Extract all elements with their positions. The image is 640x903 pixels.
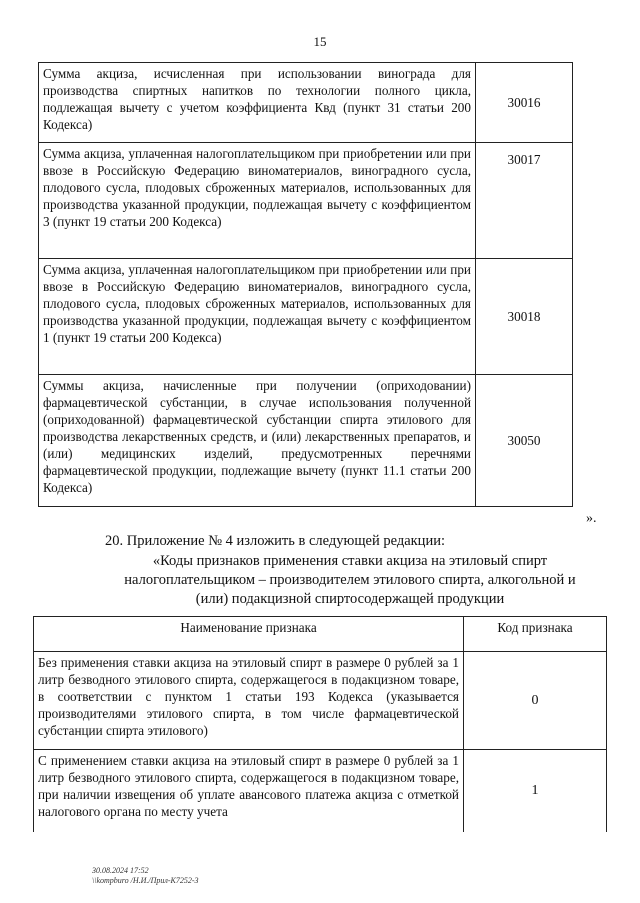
deductions-table bbox=[38, 62, 573, 507]
column-header-code: Код признака bbox=[464, 617, 607, 652]
table-row bbox=[39, 143, 573, 259]
row-description: Суммы акциза, начисленные при получении (оприходовании) фармацевтической субстанции, в случае использования полученной (оприходованной) фармацевтической субстанции спирта этилового для производства лекарственных средств, и (или) лекарственных препаратов, и (или) медицинских изделий, предусмотренных перечнями фармацевтической продукции, подлежащие вычету (пункт 11.1 статьи 200 Кодекса) bbox=[39, 375, 476, 507]
heading-line: (или) подакцизной спиртосодержащей продукции bbox=[195, 591, 505, 607]
appendix-heading bbox=[100, 552, 600, 609]
footer-timestamp: 30.08.2024 17:52 bbox=[92, 866, 149, 875]
table-row bbox=[39, 259, 573, 375]
row-code: 30017 bbox=[476, 143, 573, 259]
column-header-name: Наименование признака bbox=[34, 617, 464, 652]
row-description: Сумма акциза, исчисленная при использовании винограда для производства спиртных напитков по технологии полного цикла, подлежащая вычету с учетом коэффициента Квд (пункт 31 статьи 200 Кодекса) bbox=[39, 63, 476, 143]
page-number: 15 bbox=[313, 34, 327, 49]
row-code: 1 bbox=[464, 750, 607, 832]
table-row bbox=[39, 375, 573, 507]
closing-quote: ». bbox=[586, 511, 597, 526]
amendment-paragraph: 20. Приложение № 4 изложить в следующей редакции: bbox=[105, 533, 445, 549]
row-description: Сумма акциза, уплаченная налогоплательщиком при приобретении или при ввозе в Российскую Федерацию виноматериалов, виноградного сусла, плодового сусла, плодовых сброженных материалов, использованных для производства указанной продукции, подлежащая вычету с коэффициентом 3 (пункт 19 статьи 200 Кодекса) bbox=[39, 143, 476, 259]
row-description: Без применения ставки акциза на этиловый спирт в размере 0 рублей за 1 литр безводного этилового спирта, содержащегося в подакцизном товаре, в соответствии с пунктом 1 статьи 193 Кодекса (указывается производителями этилового спирта, в том числе фармацевтической субстанции спирта этилового) bbox=[34, 652, 464, 750]
heading-line: «Коды признаков применения ставки акциза на этиловый спирт bbox=[152, 553, 548, 569]
table-row bbox=[34, 652, 607, 750]
table-row bbox=[34, 750, 607, 832]
table-row bbox=[39, 63, 573, 143]
row-code: 0 bbox=[464, 652, 607, 750]
heading-line: налогоплательщиком – производителем этилового спирта, алкогольной и bbox=[124, 572, 576, 588]
row-description: Сумма акциза, уплаченная налогоплательщиком при приобретении или при ввозе в Российскую Федерацию виноматериалов, виноградного сусла, плодового сусла, плодовых сброженных материалов, использованных для производства указанной продукции, подлежащая вычету с коэффициентом 1 (пункт 19 статьи 200 Кодекса) bbox=[39, 259, 476, 375]
row-description: С применением ставки акциза на этиловый спирт в размере 0 рублей за 1 литр безводного этилового спирта, содержащегося в подакцизном товаре, при наличии извещения об уплате авансового платежа акциза с отметкой налогового органа по месту учета bbox=[34, 750, 464, 832]
table-header-row bbox=[34, 617, 607, 652]
print-footer bbox=[92, 866, 199, 886]
footer-path: \\kompburo /Н.И./Прил-К7252-3 bbox=[92, 876, 199, 885]
codes-table bbox=[33, 616, 607, 832]
row-code: 30050 bbox=[476, 375, 573, 507]
row-code: 30016 bbox=[476, 63, 573, 143]
row-code: 30018 bbox=[476, 259, 573, 375]
